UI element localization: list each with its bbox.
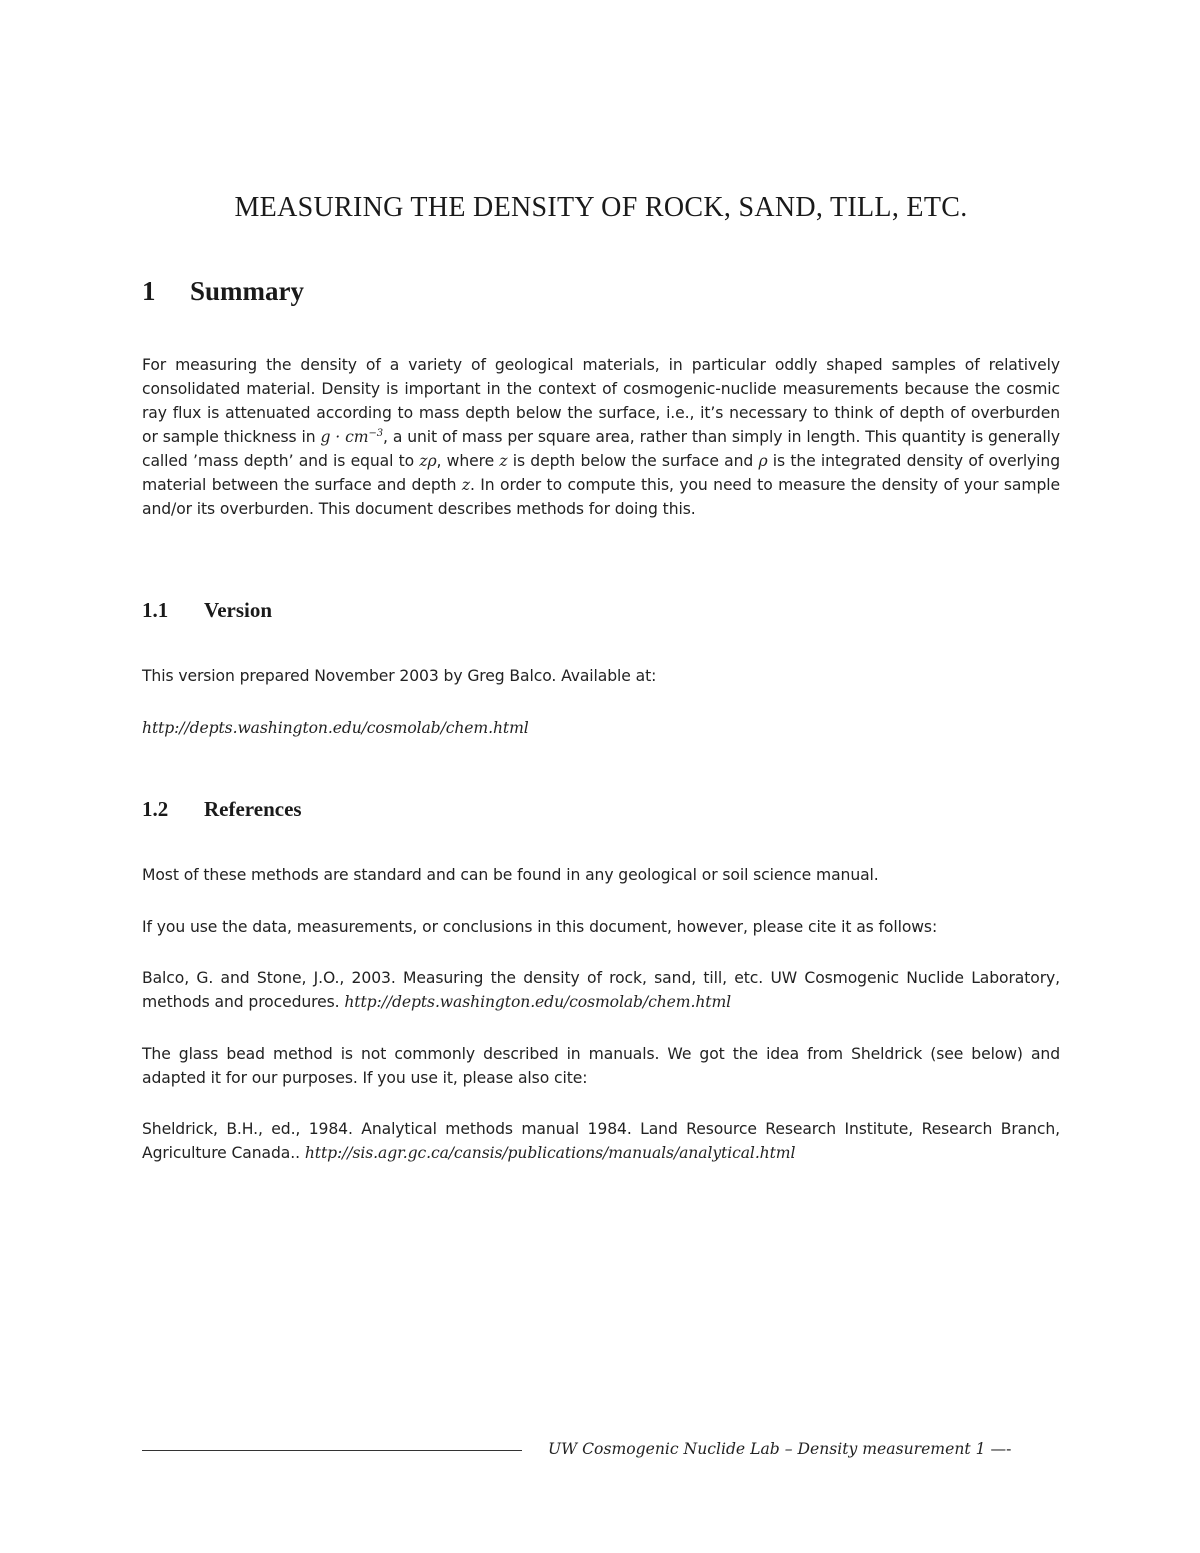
- section-title: Version: [204, 598, 273, 622]
- summary-text-2: , a unit of mass per square area, rather than simply in length. This quantity is generally called ’mass depth’ and is equal to: [142, 428, 1060, 470]
- math-zrho: zρ: [419, 452, 437, 470]
- section-number: 1.1: [142, 598, 169, 622]
- citation-text: Sheldrick, B.H., ed., 1984. Analytical methods manual 1984. Land Resource Research Institute, Research Branch, Agriculture Canada..: [142, 1120, 1060, 1162]
- unit-exponent: −3: [368, 427, 383, 439]
- section-number: 1: [142, 276, 156, 306]
- summary-text-3: , where: [436, 452, 500, 470]
- version-url-paragraph: [142, 716, 1060, 740]
- footer-text: UW Cosmogenic Nuclide Lab – Density measurement 1: [548, 1440, 986, 1458]
- version-paragraph: This version prepared November 2003 by Greg Balco. Available at:: [142, 667, 657, 685]
- citation-url-link[interactable]: http://depts.washington.edu/cosmolab/chem.html: [344, 993, 732, 1011]
- unit-expression: [320, 428, 383, 446]
- math-z: z: [499, 452, 508, 470]
- summary-text-1: For measuring the density of a variety of geological materials, in particular oddly shaped samples of relatively consolidated material. Density is important in the context of cosmogenic-nuclide measurements because the cosmic ray flux is attenuated according to mass depth below the surface, i.e., it’s necessary to think of depth of overburden or sample thickness in: [142, 356, 1060, 446]
- footer-rule: [142, 1450, 522, 1451]
- section-title: References: [204, 797, 302, 821]
- summary-text-6: . In order to compute this, you need to measure the density of your sample and/or its overburden. This document describes methods for doing this.: [142, 476, 1060, 518]
- sheldrick-url-link[interactable]: http://sis.agr.gc.ca/cansis/publications/manuals/analytical.html: [304, 1144, 796, 1162]
- page-footer: [142, 1440, 1060, 1458]
- section-title: Summary: [190, 276, 304, 306]
- section-version-heading: [142, 598, 272, 623]
- math-rho: ρ: [758, 452, 768, 470]
- section-summary-heading: [142, 276, 304, 307]
- section-references-heading: [142, 797, 302, 822]
- citation-text: Balco, G. and Stone, J.O., 2003. Measuring the density of rock, sand, till, etc. UW Cosmogenic Nuclide Laboratory, methods and procedures.: [142, 969, 1060, 1011]
- unit-base: g · cm: [320, 428, 369, 446]
- references-paragraph-4: The glass bead method is not commonly described in manuals. We got the idea from Sheldrick (see below) and adapted it for our purposes. If you use it, please also cite:: [142, 1045, 1060, 1087]
- references-paragraph-1: Most of these methods are standard and can be found in any geological or soil science manual.: [142, 866, 879, 884]
- footer-tail: —-: [990, 1440, 1012, 1458]
- summary-text-5: is the integrated density of overlying material between the surface and depth: [142, 452, 1060, 494]
- citation-balco-stone: [142, 966, 1060, 1014]
- summary-text-4: is depth below the surface and: [507, 452, 759, 470]
- version-url-link[interactable]: http://depts.washington.edu/cosmolab/chem.html: [142, 719, 529, 737]
- references-paragraph-2: If you use the data, measurements, or conclusions in this document, however, please cite it as follows:: [142, 918, 938, 936]
- section-number: 1.2: [142, 797, 169, 821]
- document-title: MEASURING THE DENSITY OF ROCK, SAND, TILL, ETC.: [234, 192, 968, 223]
- summary-paragraph: [142, 353, 1060, 521]
- citation-sheldrick: [142, 1117, 1060, 1165]
- math-z: z: [461, 476, 470, 494]
